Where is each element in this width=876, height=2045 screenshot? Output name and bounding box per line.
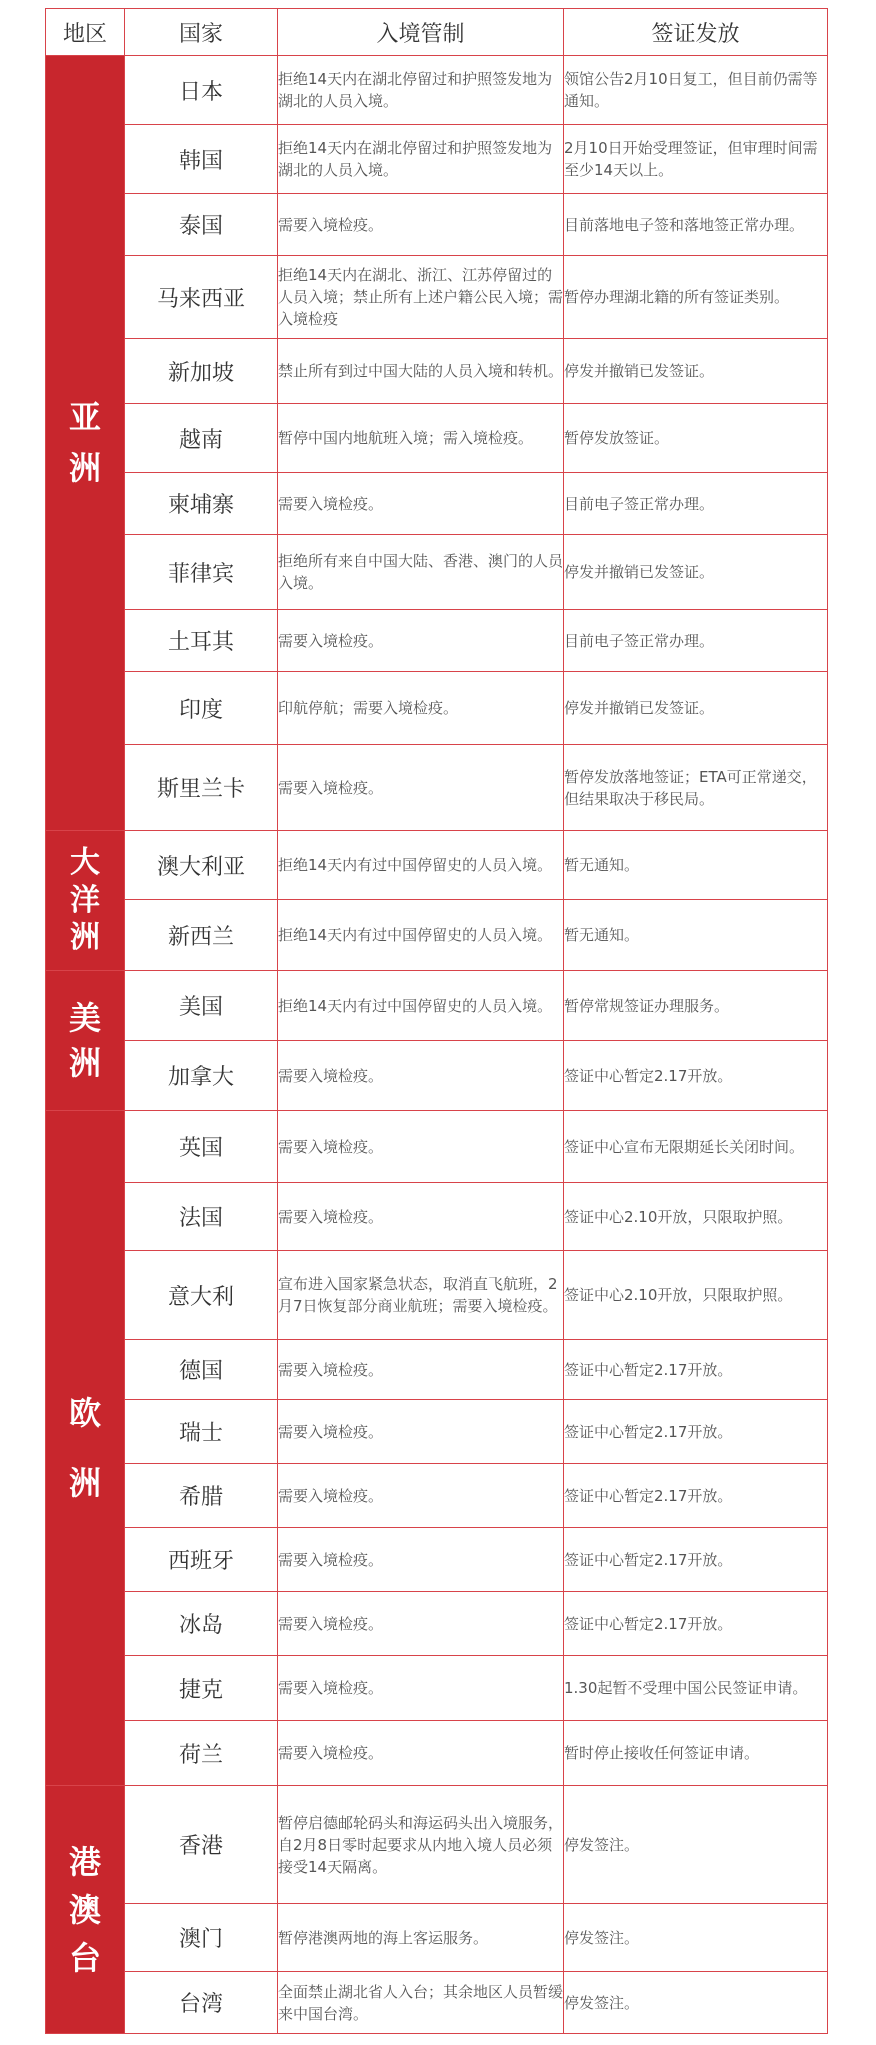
visa-issuance-cell: 停发签注。 — [564, 1904, 828, 1972]
table-row — [46, 256, 828, 339]
region-label: 欧洲 — [68, 1393, 101, 1502]
table-row — [46, 1464, 828, 1528]
entry-control-cell: 拒绝14天内有过中国停留史的人员入境。 — [278, 900, 564, 971]
country-cell: 香港 — [125, 1786, 278, 1904]
visa-issuance-cell: 停发签注。 — [564, 1972, 828, 2034]
entry-control-cell: 拒绝14天内有过中国停留史的人员入境。 — [278, 971, 564, 1041]
country-cell: 希腊 — [125, 1464, 278, 1528]
region-label: 大洋洲 — [70, 845, 100, 956]
table-row — [46, 1656, 828, 1721]
entry-control-cell: 需要入境检疫。 — [278, 1656, 564, 1721]
country-cell: 英国 — [125, 1111, 278, 1183]
table-row — [46, 339, 828, 404]
entry-control-cell: 宣布进入国家紧急状态，取消直飞航班，2月7日恢复部分商业航班；需要入境检疫。 — [278, 1251, 564, 1340]
table-row — [46, 1592, 828, 1656]
country-cell: 韩国 — [125, 125, 278, 194]
visa-issuance-cell: 暂无通知。 — [564, 831, 828, 900]
country-cell: 荷兰 — [125, 1721, 278, 1786]
visa-issuance-cell: 签证中心暂定2.17开放。 — [564, 1340, 828, 1400]
visa-issuance-cell: 签证中心宣布无限期延长关闭时间。 — [564, 1111, 828, 1183]
table-row — [46, 1183, 828, 1251]
table-row — [46, 125, 828, 194]
country-cell: 澳大利亚 — [125, 831, 278, 900]
entry-control-cell: 需要入境检疫。 — [278, 745, 564, 831]
table-row — [46, 672, 828, 745]
header-visa-issuance: 签证发放 — [564, 9, 828, 56]
visa-issuance-cell: 2月10日开始受理签证，但审理时间需至少14天以上。 — [564, 125, 828, 194]
table-row — [46, 745, 828, 831]
entry-control-cell: 需要入境检疫。 — [278, 610, 564, 672]
table-row — [46, 535, 828, 610]
region-label: 亚洲 — [68, 397, 101, 487]
visa-issuance-cell: 停发并撤销已发签证。 — [564, 535, 828, 610]
country-cell: 西班牙 — [125, 1528, 278, 1592]
table-row — [46, 473, 828, 535]
country-cell: 意大利 — [125, 1251, 278, 1340]
header-entry-control: 入境管制 — [278, 9, 564, 56]
visa-issuance-cell: 1.30起暂不受理中国公民签证申请。 — [564, 1656, 828, 1721]
table-row — [46, 1721, 828, 1786]
table-row — [46, 1972, 828, 2034]
country-cell: 新加坡 — [125, 339, 278, 404]
country-cell: 冰岛 — [125, 1592, 278, 1656]
visa-issuance-cell: 暂无通知。 — [564, 900, 828, 971]
entry-control-cell: 需要入境检疫。 — [278, 194, 564, 256]
table-row — [46, 1041, 828, 1111]
entry-control-cell: 需要入境检疫。 — [278, 473, 564, 535]
entry-control-cell: 拒绝14天内有过中国停留史的人员入境。 — [278, 831, 564, 900]
visa-issuance-cell: 签证中心暂定2.17开放。 — [564, 1528, 828, 1592]
visa-policy-table — [45, 8, 828, 2034]
visa-issuance-cell: 暂停发放签证。 — [564, 404, 828, 473]
table-row — [46, 831, 828, 900]
visa-issuance-cell: 暂时停止接收任何签证申请。 — [564, 1721, 828, 1786]
visa-issuance-cell: 暂停办理湖北籍的所有签证类别。 — [564, 256, 828, 339]
entry-control-cell: 印航停航；需要入境检疫。 — [278, 672, 564, 745]
country-cell: 菲律宾 — [125, 535, 278, 610]
table-row — [46, 1111, 828, 1183]
entry-control-cell: 需要入境检疫。 — [278, 1721, 564, 1786]
country-cell: 泰国 — [125, 194, 278, 256]
table-row — [46, 1400, 828, 1464]
table-row — [46, 971, 828, 1041]
entry-control-cell: 拒绝14天内在湖北停留过和护照签发地为湖北的人员入境。 — [278, 56, 564, 125]
header-country: 国家 — [125, 9, 278, 56]
visa-issuance-cell: 签证中心暂定2.17开放。 — [564, 1400, 828, 1464]
entry-control-cell: 需要入境检疫。 — [278, 1111, 564, 1183]
entry-control-cell: 暂停启德邮轮码头和海运码头出入境服务，自2月8日零时起要求从内地入境人员必须接受14天隔离。 — [278, 1786, 564, 1904]
country-cell: 加拿大 — [125, 1041, 278, 1111]
table-row — [46, 404, 828, 473]
entry-control-cell: 拒绝14天内在湖北、浙江、江苏停留过的人员入境；禁止所有上述户籍公民入境；需入境检疫 — [278, 256, 564, 339]
entry-control-cell: 需要入境检疫。 — [278, 1183, 564, 1251]
entry-control-cell: 拒绝14天内在湖北停留过和护照签发地为湖北的人员入境。 — [278, 125, 564, 194]
entry-control-cell: 需要入境检疫。 — [278, 1340, 564, 1400]
country-cell: 澳门 — [125, 1904, 278, 1972]
visa-issuance-cell: 签证中心暂定2.17开放。 — [564, 1041, 828, 1111]
country-cell: 日本 — [125, 56, 278, 125]
country-cell: 柬埔寨 — [125, 473, 278, 535]
header-region: 地区 — [46, 9, 125, 56]
table-row — [46, 1786, 828, 1904]
table-row — [46, 1340, 828, 1400]
country-cell: 瑞士 — [125, 1400, 278, 1464]
region-cell-americas — [46, 971, 125, 1111]
entry-control-cell: 全面禁止湖北省人入台；其余地区人员暂缓来中国台湾。 — [278, 1972, 564, 2034]
visa-issuance-cell: 目前电子签正常办理。 — [564, 473, 828, 535]
table-row — [46, 1528, 828, 1592]
region-cell-asia — [46, 56, 125, 831]
entry-control-cell: 需要入境检疫。 — [278, 1041, 564, 1111]
country-cell: 美国 — [125, 971, 278, 1041]
entry-control-cell: 暂停港澳两地的海上客运服务。 — [278, 1904, 564, 1972]
table-row — [46, 56, 828, 125]
entry-control-cell: 需要入境检疫。 — [278, 1464, 564, 1528]
visa-issuance-cell: 签证中心2.10开放，只限取护照。 — [564, 1183, 828, 1251]
table-row — [46, 194, 828, 256]
entry-control-cell: 拒绝所有来自中国大陆、香港、澳门的人员入境。 — [278, 535, 564, 610]
visa-issuance-cell: 领馆公告2月10日复工，但目前仍需等通知。 — [564, 56, 828, 125]
table-row — [46, 1251, 828, 1340]
table-row — [46, 610, 828, 672]
region-label: 美洲 — [68, 998, 101, 1082]
visa-issuance-cell: 签证中心暂定2.17开放。 — [564, 1592, 828, 1656]
visa-issuance-cell: 目前落地电子签和落地签正常办理。 — [564, 194, 828, 256]
country-cell: 捷克 — [125, 1656, 278, 1721]
country-cell: 越南 — [125, 404, 278, 473]
visa-issuance-cell: 暂停常规签证办理服务。 — [564, 971, 828, 1041]
visa-issuance-cell: 停发并撤销已发签证。 — [564, 339, 828, 404]
table-row — [46, 900, 828, 971]
entry-control-cell: 需要入境检疫。 — [278, 1592, 564, 1656]
visa-issuance-cell: 签证中心暂定2.17开放。 — [564, 1464, 828, 1528]
region-label: 港澳台 — [68, 1842, 101, 1977]
table-header-row — [46, 9, 828, 56]
country-cell: 印度 — [125, 672, 278, 745]
country-cell: 新西兰 — [125, 900, 278, 971]
entry-control-cell: 禁止所有到过中国大陆的人员入境和转机。 — [278, 339, 564, 404]
visa-issuance-cell: 停发签注。 — [564, 1786, 828, 1904]
region-cell-europe — [46, 1111, 125, 1786]
table-row — [46, 1904, 828, 1972]
country-cell: 法国 — [125, 1183, 278, 1251]
region-cell-oceania — [46, 831, 125, 971]
visa-issuance-cell: 目前电子签正常办理。 — [564, 610, 828, 672]
visa-issuance-cell: 签证中心2.10开放，只限取护照。 — [564, 1251, 828, 1340]
country-cell: 斯里兰卡 — [125, 745, 278, 831]
region-cell-hk-macao-taiwan — [46, 1786, 125, 2034]
country-cell: 马来西亚 — [125, 256, 278, 339]
entry-control-cell: 需要入境检疫。 — [278, 1528, 564, 1592]
visa-issuance-cell: 停发并撤销已发签证。 — [564, 672, 828, 745]
entry-control-cell: 暂停中国内地航班入境；需入境检疫。 — [278, 404, 564, 473]
entry-control-cell: 需要入境检疫。 — [278, 1400, 564, 1464]
country-cell: 台湾 — [125, 1972, 278, 2034]
visa-issuance-cell: 暂停发放落地签证；ETA可正常递交，但结果取决于移民局。 — [564, 745, 828, 831]
country-cell: 德国 — [125, 1340, 278, 1400]
country-cell: 土耳其 — [125, 610, 278, 672]
